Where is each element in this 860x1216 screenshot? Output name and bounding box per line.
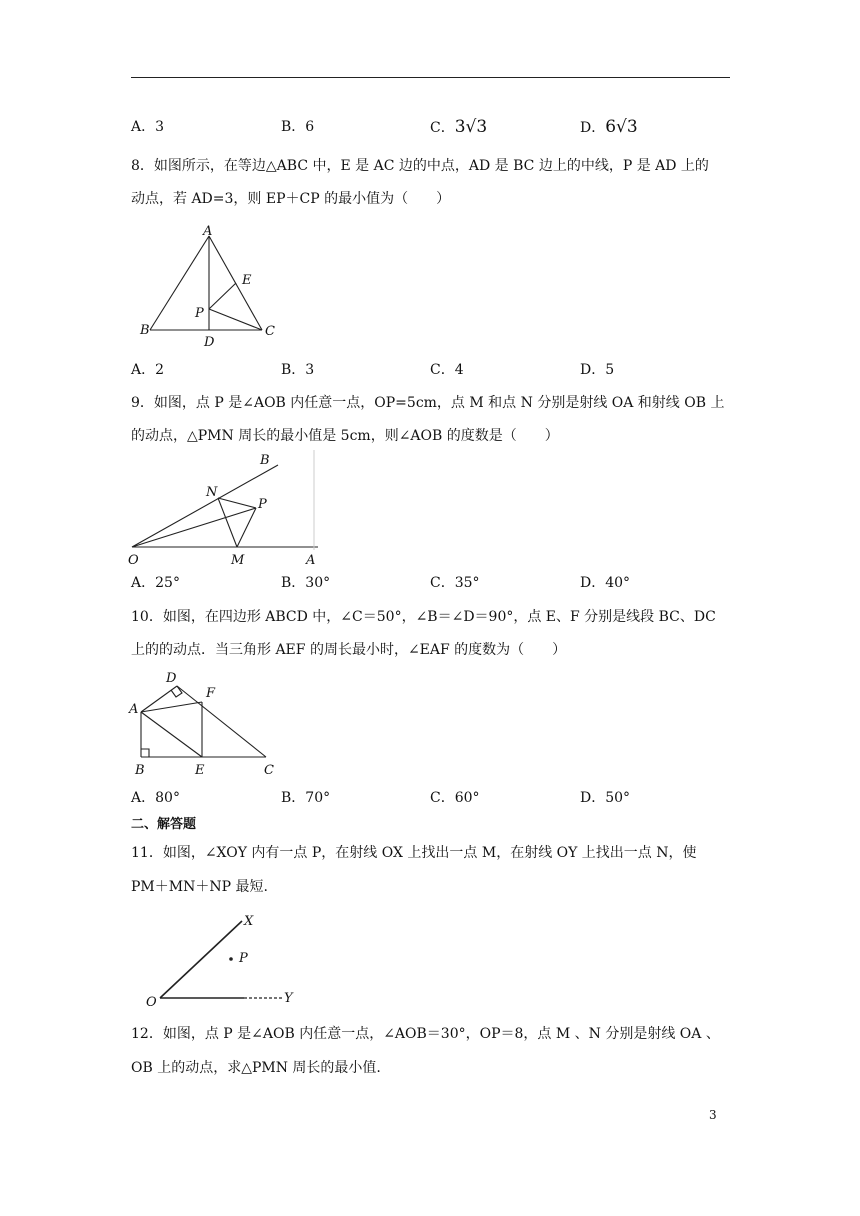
option-b[interactable]: B．70° (281, 790, 331, 806)
q10-right-angle-b (141, 749, 149, 757)
q10-segment-af (141, 702, 202, 712)
option-d[interactable]: D．5 (580, 362, 615, 378)
q10-label-a: A (129, 702, 139, 717)
q10-right-angle-d (171, 686, 182, 697)
q10-label-f: F (206, 686, 216, 701)
option-c[interactable]: C．35° (430, 575, 480, 591)
q12-text-line1: 12．如图，点 P 是∠AOB 内任意一点，∠AOB＝30°，OP＝8，点 M 、N 分别是射线 OA 、 (131, 1026, 720, 1042)
q8-segment-pe (209, 283, 236, 309)
q9-label-m: M (231, 553, 245, 568)
section-heading: 二、解答题 (131, 817, 197, 832)
q9-label-a: A (306, 553, 316, 568)
header-rule (131, 77, 730, 78)
q9-segment-pm (237, 508, 256, 547)
q10-label-e: E (195, 763, 205, 778)
q9-figure (126, 450, 326, 570)
q10-side-dc (177, 686, 266, 757)
q8-text-line1: 8．如图所示，在等边△ABC 中，E 是 AC 边的中点，AD 是 BC 边上的中线，P 是 AD 上的 (131, 158, 709, 174)
q9-ray-ob (132, 465, 278, 547)
option-a[interactable]: A．3 (131, 119, 165, 135)
q8-label-p: P (195, 306, 204, 321)
q11-label-x: X (244, 914, 254, 929)
q9-label-p: P (258, 497, 267, 512)
q8-label-b: B (140, 323, 150, 338)
q9-label-n: N (206, 485, 218, 500)
q9-text-line1: 9．如图，点 P 是∠AOB 内任意一点，OP=5cm，点 M 和点 N 分别是射线 OA 和射线 OB 上 (131, 395, 725, 411)
page-number: 3 (709, 1108, 717, 1122)
option-d[interactable]: D．40° (580, 575, 631, 591)
option-b[interactable]: B．30° (281, 575, 331, 591)
q8-label-a: A (203, 224, 213, 239)
q11-label-y: Y (284, 991, 293, 1006)
q8-text-line2: 动点，若 AD=3，则 EP＋CP 的最小值为（ ） (131, 191, 451, 207)
q11-point-p (229, 957, 233, 961)
q10-text-line1: 10．如图，在四边形 ABCD 中，∠C＝50°，∠B＝∠D＝90°，点 E、F 分别是线段 BC、DC (131, 609, 716, 625)
option-c[interactable]: C．3√3 (430, 117, 488, 137)
option-b[interactable]: B．6 (281, 119, 315, 135)
q10-label-b: B (135, 763, 145, 778)
q11-label-o: O (146, 995, 157, 1010)
option-c[interactable]: C．4 (430, 362, 464, 378)
option-d[interactable]: D．50° (580, 790, 631, 806)
option-b[interactable]: B．3 (281, 362, 315, 378)
q11-label-p: P (239, 951, 248, 966)
q8-label-e: E (242, 273, 252, 288)
q9-segment-np (218, 498, 256, 508)
q10-segment-ae (141, 712, 202, 757)
option-c[interactable]: C．60° (430, 790, 480, 806)
q8-label-d: D (204, 335, 215, 350)
q9-segment-op (132, 508, 256, 547)
q8-label-c: C (265, 324, 275, 339)
q10-text-line2: 上的的动点．当三角形 AEF 的周长最小时，∠EAF 的度数为（ ） (131, 642, 567, 658)
q8-segment-pc (209, 309, 262, 330)
option-a[interactable]: A．25° (131, 575, 180, 591)
q11-text-line1: 11．如图，∠XOY 内有一点 P，在射线 OX 上找出一点 M，在射线 OY 上找出一点 N，使 (131, 845, 697, 861)
q11-figure (144, 909, 304, 1009)
q8-figure (138, 226, 288, 351)
q10-figure (126, 666, 286, 778)
q10-label-c: C (264, 763, 274, 778)
option-a[interactable]: A．80° (131, 790, 180, 806)
q11-text-line2: PM＋MN＋NP 最短. (131, 879, 268, 895)
q9-text-line2: 的动点，△PMN 周长的最小值是 5cm，则∠AOB 的度数是（ ） (131, 428, 559, 444)
q12-text-line2: OB 上的动点，求△PMN 周长的最小值. (131, 1060, 381, 1076)
q10-label-d: D (166, 671, 177, 686)
q9-label-b: B (260, 453, 270, 468)
option-a[interactable]: A．2 (131, 362, 165, 378)
q9-label-o: O (128, 553, 139, 568)
option-d[interactable]: D．6√3 (580, 117, 638, 137)
q9-segment-nm (218, 498, 237, 547)
